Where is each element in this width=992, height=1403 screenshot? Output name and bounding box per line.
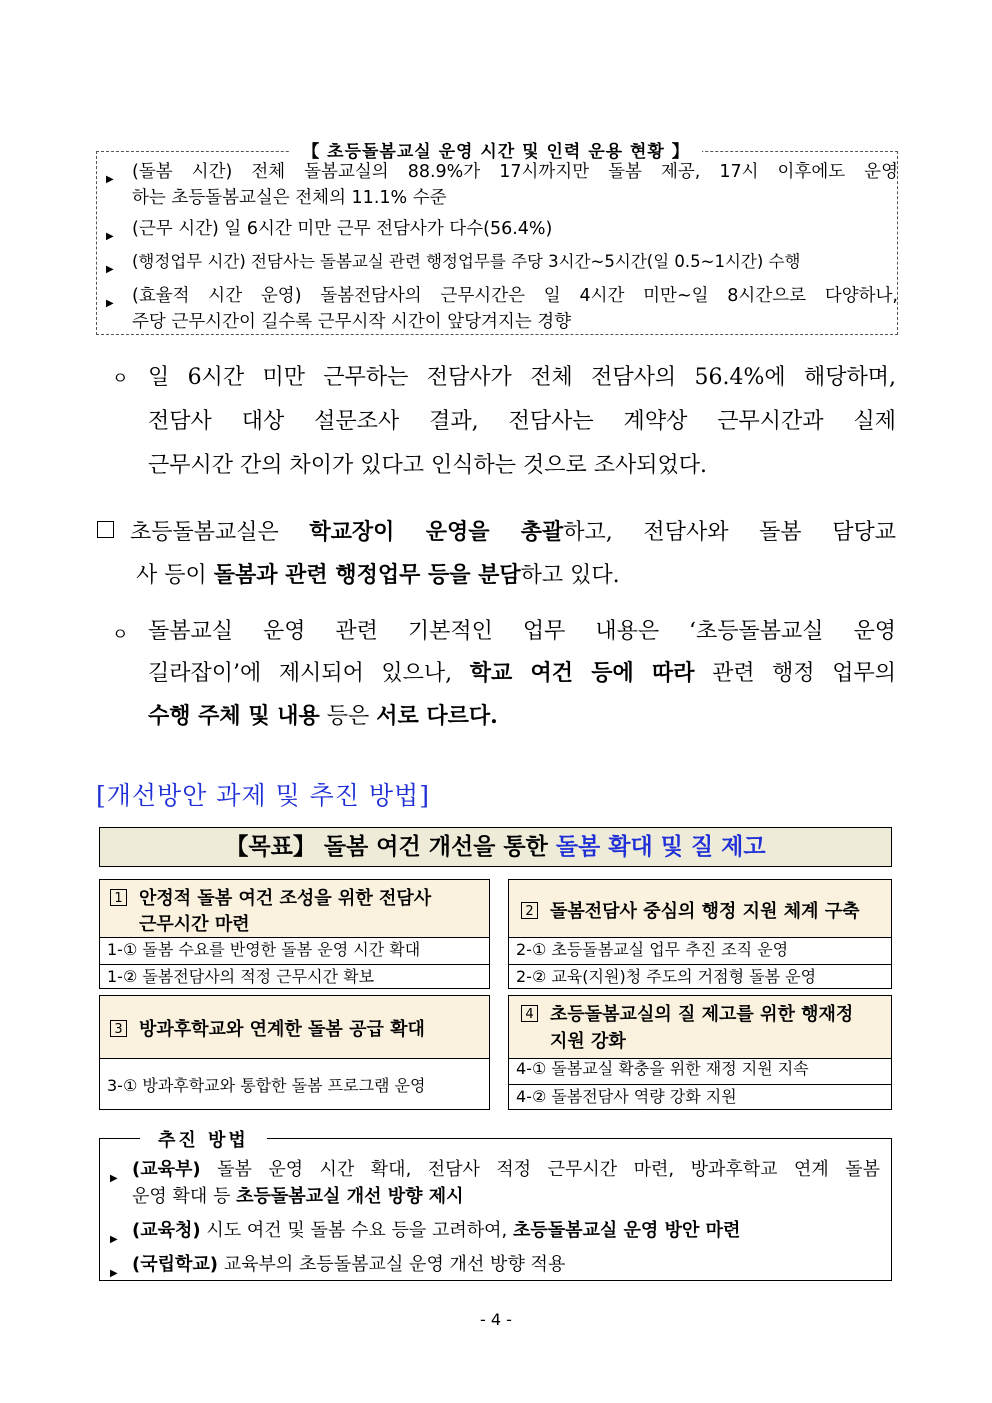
method-item-office: ▶ (교육청) 시도 여건 및 돌봄 수요 등을 고려하여, 초등돌봄교실 운영 방안 마련 [110,1217,880,1244]
task-card-3 [99,995,490,1110]
status-item-efficient-hours: ▶ (효율적 시간 운영) 돌봄전담사의 근무시간은 일 4시간 미만~일 8시간으로 다양하나, 주당 근무시간이 길수록 근무시작 시간이 앞당겨지는 경향 [106,286,898,332]
triangle-bullet-icon: ▶ [106,298,114,309]
para2-line1: 초등돌봄교실은 학교장이 운영을 총괄하고, 전담사와 돌봄 담당교 [130,519,896,545]
task-sub-item: 2-② 교육(지원)청 주도의 거점형 돌봄 운영 [516,967,817,986]
status-item-admin-hours: ▶ (행정업무 시간) 전담사는 돌봄교실 관련 행정업무를 주당 3시간~5시간(일 0.5~1시간) 수행 [106,249,898,275]
task-card-header: 2 돌봄전담사 중심의 행정 지원 체계 구축 [509,880,891,938]
status-item-work-hours: ▶ (근무 시간) 일 6시간 미만 근무 전담사가 다수(56.4%) [106,216,898,242]
status-box-title: 【 초등돌봄교실 운영 시간 및 인력 운용 현황 】 [0,137,992,162]
task-sub-item: 2-① 초등돌봄교실 업무 추진 조직 운영 [509,938,891,965]
para1-line3: 근무시간 간의 차이가 있다고 인식하는 것으로 조사되었다. [148,453,708,478]
para3-line2: 길라잡이’에 제시되어 있으나, 학교 여건 등에 따라 관련 행정 업무의 [148,660,896,686]
method-label: 추진 방법 [140,1126,267,1152]
triangle-bullet-icon: ▶ [106,264,114,275]
para1-line2: 전담사 대상 설문조사 결과, 전담사는 계약상 근무시간과 실제 [148,409,896,434]
square-bullet-icon [97,521,114,538]
task-sub-item: 3-① 방과후학교와 통합한 돌봄 프로그램 운영 [107,1076,426,1095]
task-card-4 [508,995,892,1110]
task-number-box: 3 [110,1020,127,1037]
para2-line2: 사 등이 돌봄과 관련 행정업무 등을 분담하고 있다. [136,562,620,588]
method-item-national: ▶ (국립학교) 교육부의 초등돌봄교실 운영 개선 방향 적용 [110,1251,880,1278]
task-number-box: 1 [110,889,127,906]
task-sub-item: 1-② 돌봄전담사의 적정 근무시간 확보 [107,967,375,986]
task-card-header: 3 방과후학교와 연계한 돌봄 공급 확대 [100,996,489,1059]
task-number-box: 2 [521,902,538,919]
circle-bullet: ㅇ [112,625,129,645]
task-card-header: 4 초등돌봄교실의 질 제고를 위한 행재정 지원 강화 [509,996,891,1059]
triangle-bullet-icon: ▶ [110,1173,118,1184]
triangle-bullet-icon: ▶ [106,231,114,242]
task-number-box: 4 [521,1005,538,1022]
circle-bullet: ㅇ [112,369,129,389]
para3-line3: 수행 주체 및 내용 등은 서로 다르다. [148,703,498,729]
task-card-2 [508,879,892,989]
task-sub-item: 1-① 돌봄 수요를 반영한 돌봄 운영 시간 확대 [100,938,489,965]
task-sub-item: 4-② 돌봄전담사 역량 강화 지원 [516,1087,737,1106]
task-sub-item: 4-① 돌봄교실 확충을 위한 재정 지원 지속 [509,1059,891,1085]
triangle-bullet-icon: ▶ [106,174,114,185]
triangle-bullet-icon: ▶ [110,1234,118,1245]
para3-line1: 돌봄교실 운영 관련 기본적인 업무 내용은 ‘초등돌봄교실 운영 [148,619,896,644]
para1-line1: 일 6시간 미만 근무하는 전담사가 전체 전담사의 56.4%에 해당하며, [148,365,896,390]
method-item-ministry: ▶ (교육부) 돌봄 운영 시간 확대, 전담사 적정 근무시간 마련, 방과후학교 연계 돌봄 운영 확대 등 초등돌봄교실 개선 방향 제시 [110,1159,880,1207]
section-heading: [개선방안 과제 및 추진 방법] [96,781,430,810]
task-card-header: 1 안정적 돌봄 여건 조성을 위한 전담사 근무시간 마련 [100,880,489,938]
goal-banner: 【목표】 돌봄 여건 개선을 통한 돌봄 확대 및 질 제고 [99,827,892,867]
page-number: - 4 - [480,1310,512,1329]
status-item-care-hours: ▶ (돌봄 시간) 전체 돌봄교실의 88.9%가 17시까지만 돌봄 제공, 17시 이후에도 운영 하는 초등돌봄교실은 전체의 11.1% 수준 [106,162,898,208]
triangle-bullet-icon: ▶ [110,1268,118,1279]
task-card-1 [99,879,490,989]
